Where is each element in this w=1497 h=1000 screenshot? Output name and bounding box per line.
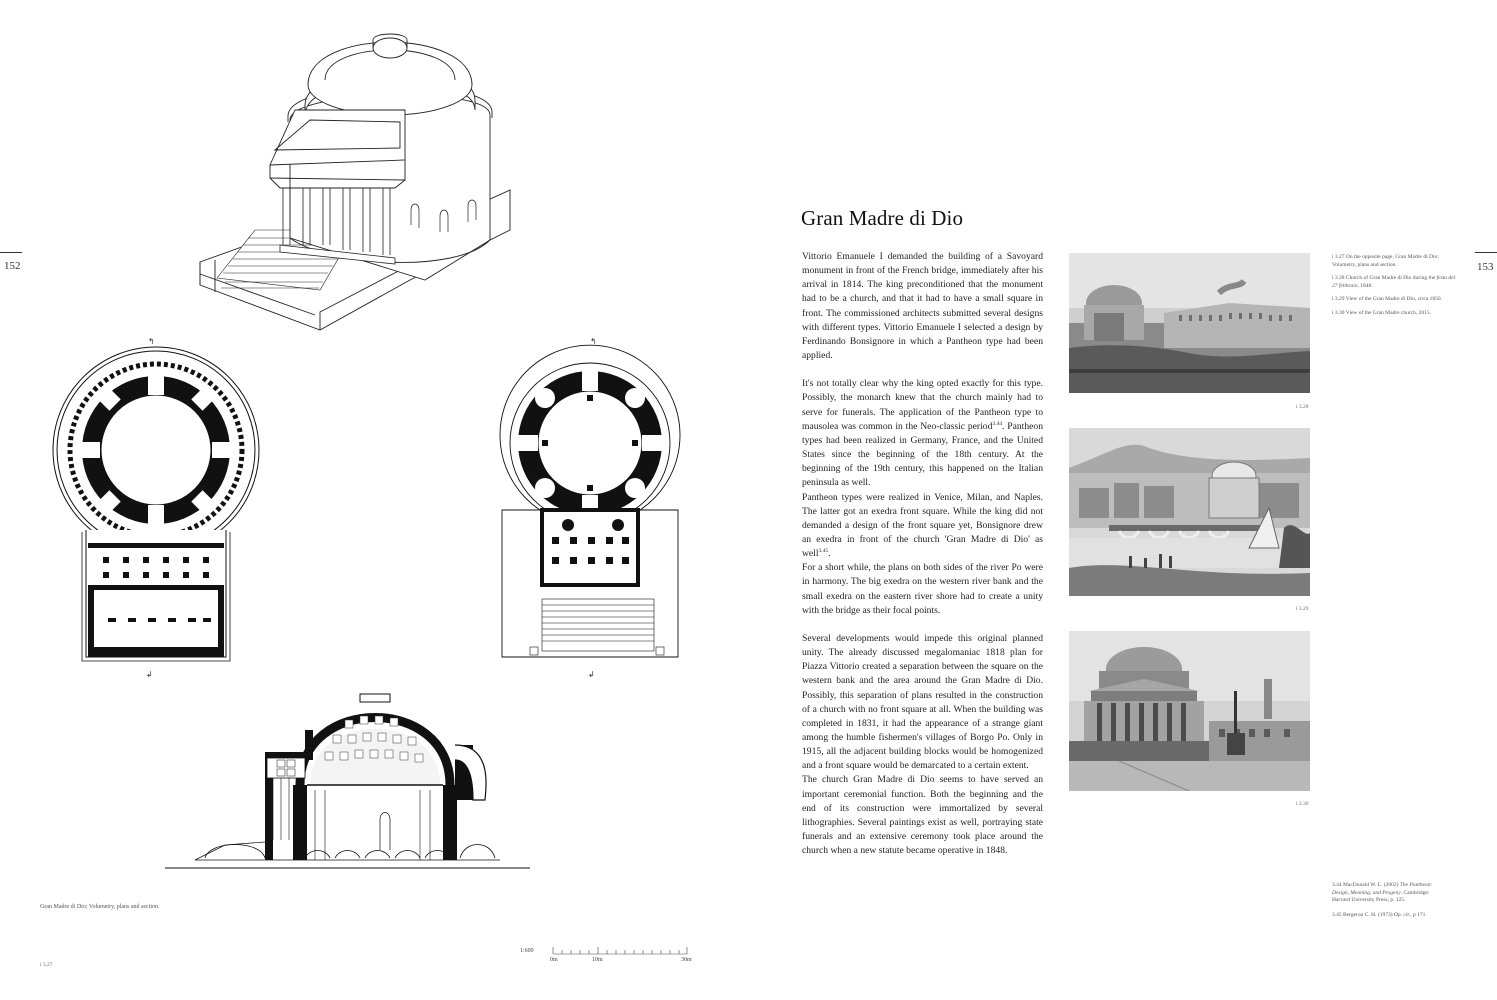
svg-text:↲: ↲ [146, 670, 153, 679]
photo-view-1850 [1069, 428, 1310, 596]
caption-3-30: i 3.30 View of the Gran Madre church, 2015. [1332, 309, 1431, 316]
caption-3-28: i 3.28 Church of Gran Madre di Dio during the festa del 27 febbraio, 1848. [1332, 275, 1456, 289]
section-title: Gran Madre di Dio [801, 206, 964, 230]
scale-tick-10m: 10m [592, 957, 603, 963]
right-page-rule [1475, 252, 1497, 253]
footnote-ref-3-45: 3.45 [818, 547, 829, 554]
left-page-number: 152 [4, 260, 21, 272]
photo-church-2015 [1069, 631, 1310, 791]
figure-label-3-30: i 3.30 [1296, 801, 1309, 807]
section-drawing [165, 690, 535, 875]
paragraph-1: Vittorio Emanuele I demanded the building of a Savoyard monument in front of the French bridge, immediately after his arrival in 1814. The king preconditioned that the monument had to be a church, and that it had to have a small square in front. The commissioned architects submitted several designs with different types. Vittorio Emanuele I selected a design by Ferdinando Bonsignore in which a Pantheon type had been applied. [802, 251, 1043, 362]
footnotes [1332, 882, 1447, 919]
paragraph-6: The church Gran Madre di Dio seems to have served an important ceremonial function. Both the beginning and the end of its construction were immortalized by several lithographies. Several paintings exist as well, portraying state funerals and an extensive ceremony took place around the church when a new statute became operative in 1848. [802, 774, 1043, 857]
caption-3-29: i 3.29 View of the Gran Madre di Dio, circa 1850. [1332, 296, 1442, 302]
axonometric-drawing [195, 30, 525, 350]
photo-ceremony-1848 [1069, 253, 1310, 393]
paragraph-4: For a short while, the plans on both sides of the river Po were in harmony. The big exedra on the western river bank and the small exedra on the eastern river shore had to create a unity with the bridge as their focal points. [802, 562, 1043, 616]
right-page-number: 153 [1477, 261, 1494, 273]
margin-captions [1332, 254, 1458, 317]
figure-label-3-28: i 3.28 [1296, 404, 1309, 410]
ground-plan-drawing [48, 335, 268, 680]
scale-bar [552, 944, 692, 958]
footnote-3-44: 3.44 MacDonald W. L. (2002) The Pantheon: Design, Meaning, and Progeny. Cambridge: Harvard University Press, p. 125. [1332, 882, 1433, 903]
footnote-3-45: 3.45 Bergeron C. H. (1973) Op. cit., p 171. [1332, 911, 1427, 918]
scale-tick-30m: 30m [681, 957, 692, 963]
paragraph-3: Pantheon types were realized in Venice, Milan, and Naples. The latter got an exedra front square. While the king did not demanded a design of the front square yet, Bonsignore drew an exedra in front of the church 'Gran Madre di Dio' as well$^{3.45}$. [802, 491, 1043, 560]
footnote-ref-3-44: 3.44 [992, 420, 1003, 427]
caption-3-27: i 3.27 On the opposite page, Gran Madre di Dio; Volumetry, plans and section. [1332, 254, 1439, 268]
left-page-rule [0, 252, 22, 253]
paragraph-5: Several developments would impede this original planned unity. The already discussed megalomaniac 1818 plan for Piazza Vittorio created a separation between the square on the western bank and the area around the Gran Madre di Dio. Possibly, this separation of plans resulted in the construction of a church with no front square at all. When the building was completed in 1831, it had the appearance of a strange giant among the humble fishermen's villages of Borgo Po. Only in 1915, all the adjacent building blocks would be homogenized and a front square would be demarcated to a certain extent. [802, 632, 1043, 772]
paragraph-2: It's not totally clear why the king opted exactly for this type. Possibly, the monarch knew that the church mainly had to serve for funerals. The application of the Pantheon type to mausolea was common in the Neo-classic period$^{3.44}$. Pantheon types had been realized in Germany, France, and the United States since the beginning of the 18th century. At the beginning of the 19th century, this happened on the Italian peninsula as well. [802, 378, 1043, 489]
scale-ratio: 1:600 [520, 948, 534, 954]
scale-tick-0m: 0m [550, 957, 558, 963]
upper-plan-drawing [490, 335, 690, 680]
left-caption: Gran Madre di Dio; Volumetry, plans and section. [40, 904, 160, 910]
figure-label-3-27: i 3.27 [40, 962, 53, 968]
figure-label-3-29: i 3.29 [1296, 606, 1309, 612]
svg-text:↲: ↲ [588, 670, 595, 679]
svg-text:↰: ↰ [148, 337, 155, 346]
body-text [802, 250, 1043, 858]
svg-text:↰: ↰ [590, 337, 597, 346]
